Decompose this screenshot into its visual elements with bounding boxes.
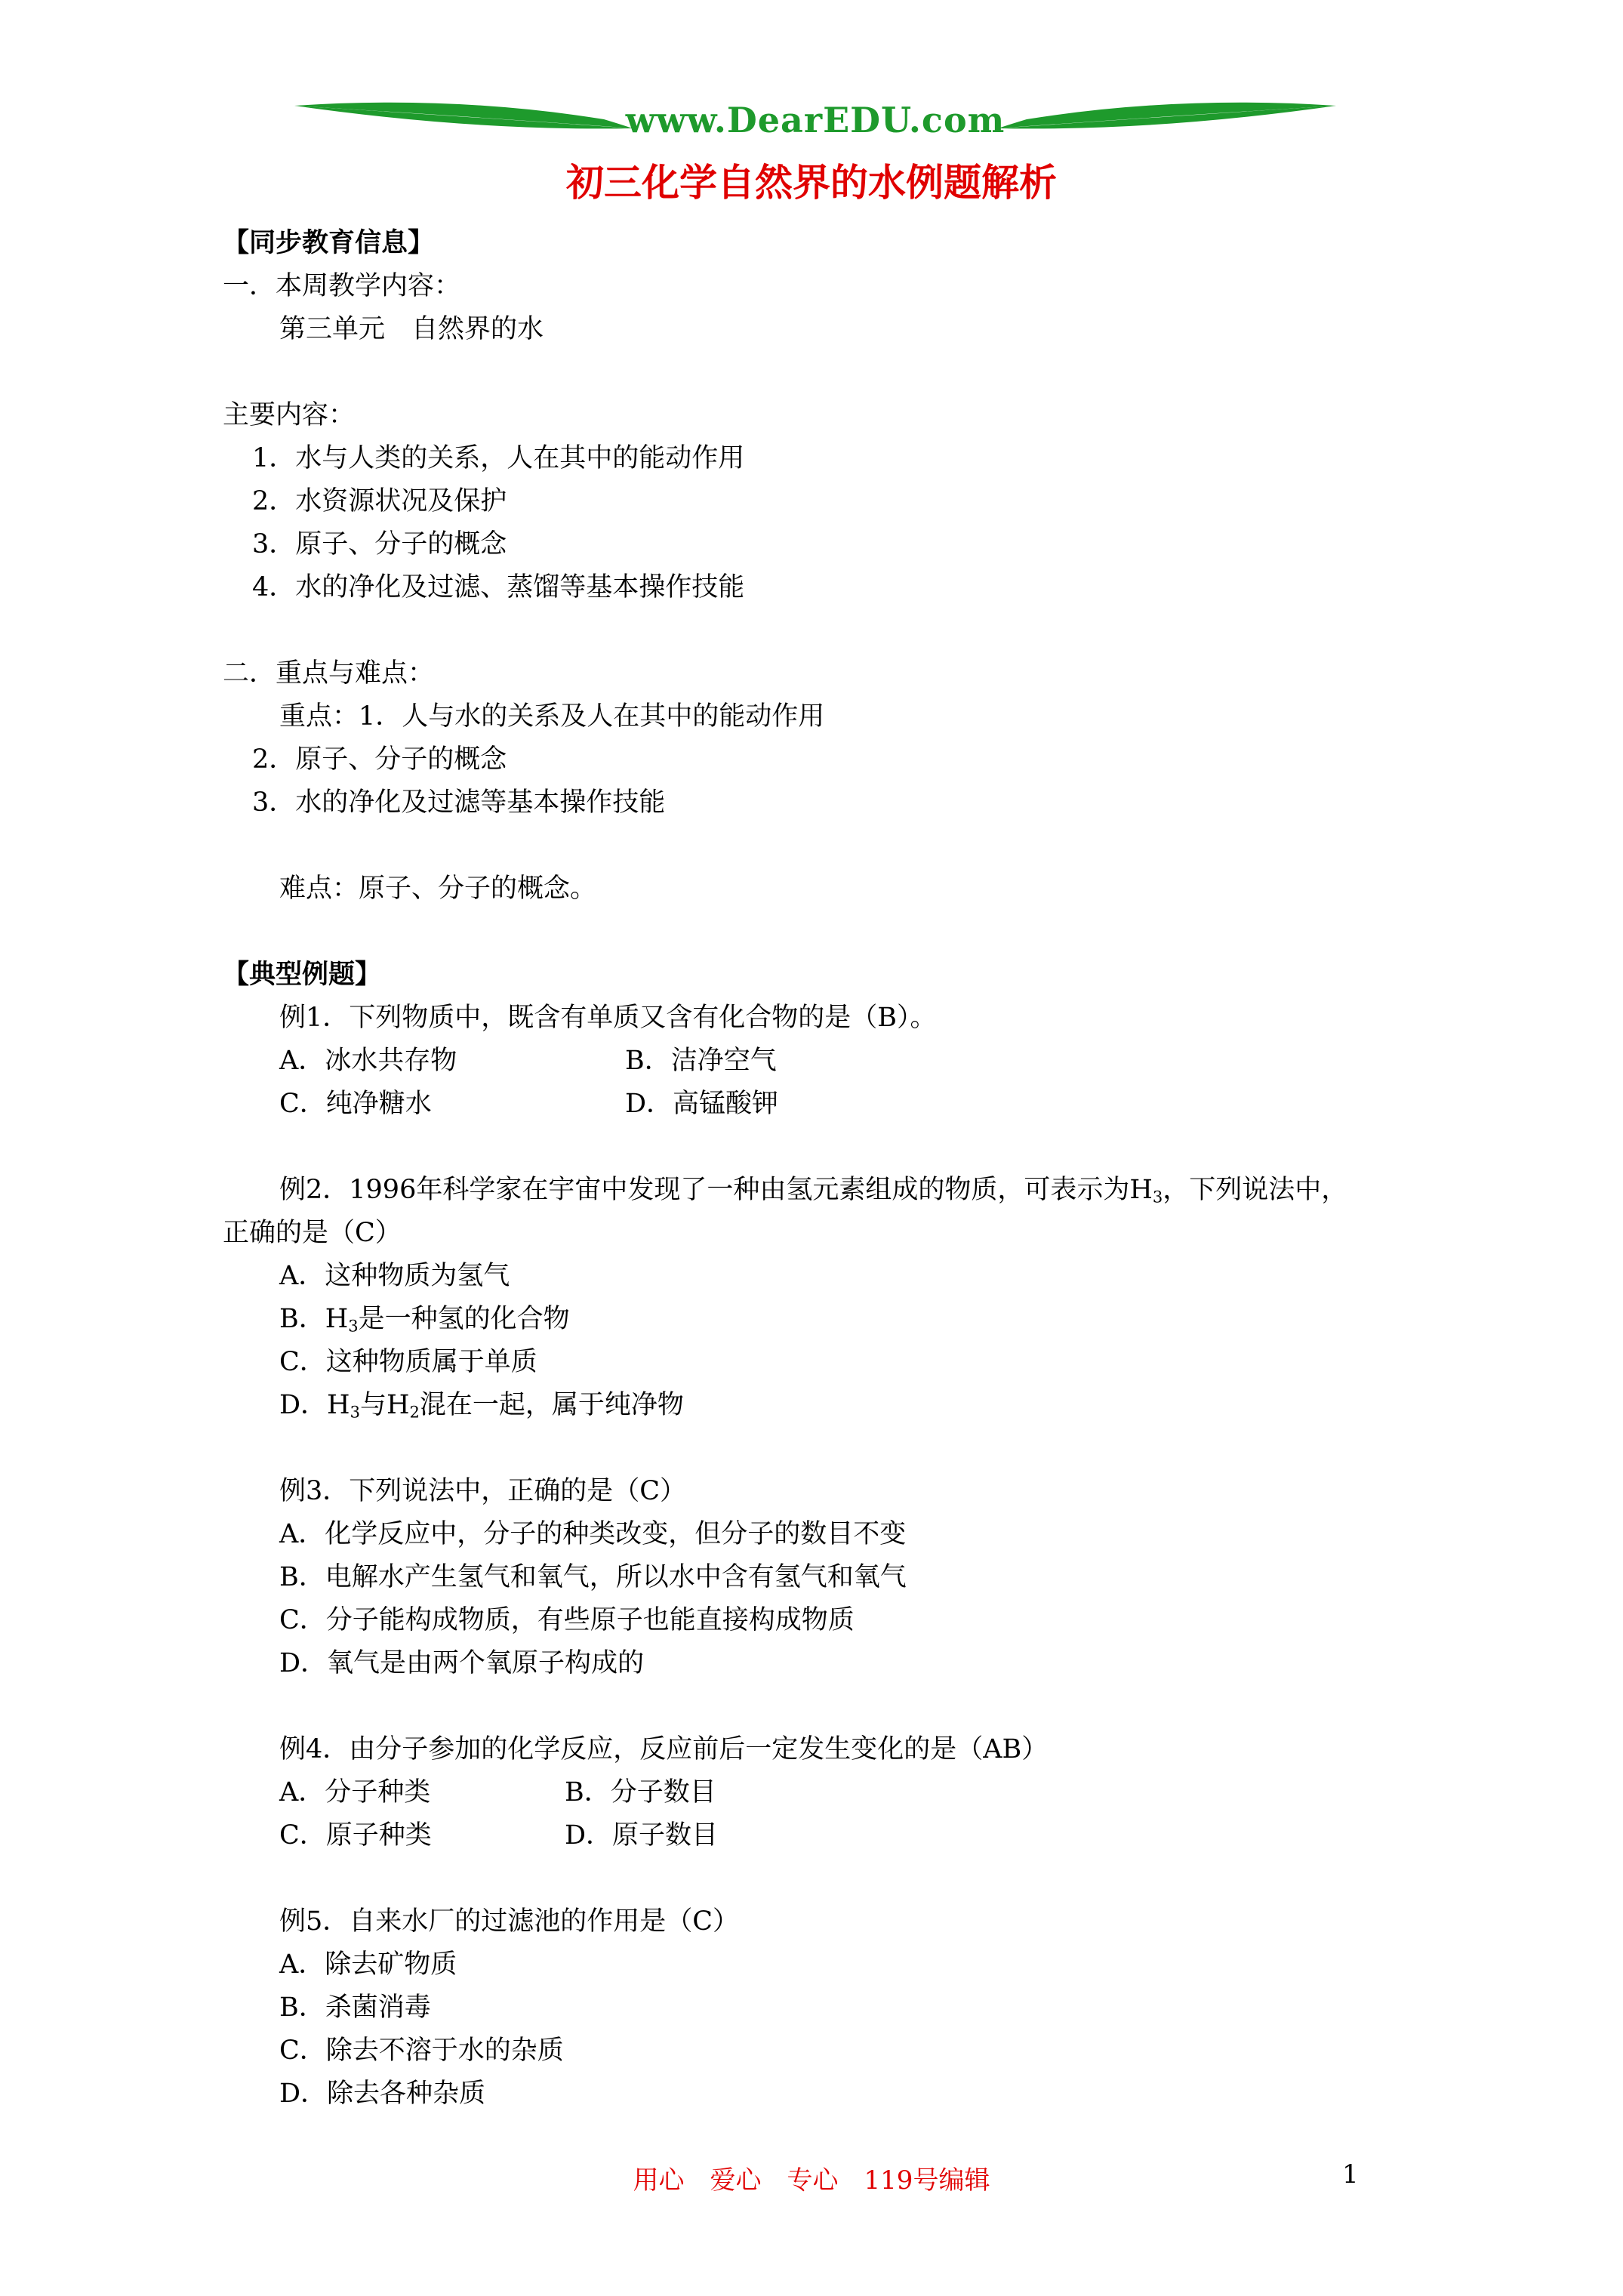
example-3-option-a: A．化学反应中，分子的种类改变，但分子的数目不变 <box>279 1519 907 1549</box>
subscript: 2 <box>409 1403 420 1422</box>
example-2-option-c: C．这种物质属于单质 <box>279 1347 537 1377</box>
subscript: 3 <box>1152 1188 1163 1207</box>
option-b-text: 是一种氢的化合物 <box>358 1304 570 1334</box>
examples-heading: 【典型例题】 <box>223 959 382 990</box>
section-1-unit: 第三单元 自然界的水 <box>279 314 544 344</box>
main-content-label: 主要内容： <box>223 400 356 430</box>
page-number: 1 <box>1342 2159 1359 2190</box>
example-4-option-c: C．原子种类 <box>279 1820 432 1851</box>
example-1-option-b: B．洁净空气 <box>625 1046 777 1076</box>
document-title: 初三化学自然界的水例题解析 <box>566 160 1057 205</box>
example-5-option-a: A．除去矿物质 <box>279 1949 457 1980</box>
example-4-option-d: D．原子数目 <box>565 1820 719 1851</box>
option-d-mid: 与H <box>359 1390 410 1420</box>
example-5-option-b: B．杀菌消毒 <box>279 1992 431 2023</box>
example-4-question: 例4．由分子参加的化学反应，反应前后一定发生变化的是（AB） <box>279 1734 1049 1764</box>
option-b-prefix: B．H <box>279 1304 349 1334</box>
example-4-option-a: A．分子种类 <box>279 1777 431 1808</box>
example-2-question <box>279 1172 1347 1208</box>
example-3-option-d: D．氧气是由两个氧原子构成的 <box>279 1648 645 1678</box>
main-item-2: 2．水资源状况及保护 <box>252 486 507 516</box>
key-point-1: 重点：1．人与水的关系及人在其中的能动作用 <box>279 701 825 732</box>
example-2-option-b <box>279 1301 570 1337</box>
site-banner <box>287 89 1344 157</box>
example-5-option-d: D．除去各种杂质 <box>279 2079 486 2109</box>
site-logo-text: www.DearEDU.com <box>625 100 1006 140</box>
example-1-question: 例1．下列物质中，既含有单质又含有化合物的是（B）。 <box>279 1003 937 1033</box>
example-1-option-c: C．纯净糖水 <box>279 1089 432 1119</box>
example-2-question-part1: 例2．1996年科学家在宇宙中发现了一种由氢元素组成的物质，可表示为H <box>279 1175 1153 1205</box>
key-point-3: 3．水的净化及过滤等基本操作技能 <box>252 787 666 818</box>
example-5-question: 例5．自来水厂的过滤池的作用是（C） <box>279 1906 740 1937</box>
option-d-text: 混在一起，属于纯净物 <box>419 1390 684 1420</box>
main-item-4: 4．水的净化及过滤、蒸馏等基本操作技能 <box>252 572 745 603</box>
option-d-prefix: D．H <box>279 1390 350 1420</box>
difficult-point: 难点：原子、分子的概念。 <box>279 874 597 904</box>
subscript: 3 <box>348 1317 359 1336</box>
example-2-question-part2: ，下列说法中， <box>1163 1175 1348 1205</box>
example-3-option-b: B．电解水产生氢气和氧气，所以水中含有氢气和氧气 <box>279 1562 907 1592</box>
main-item-1: 1．水与人类的关系，人在其中的能动作用 <box>252 443 745 473</box>
section-2-heading: 二．重点与难点： <box>223 658 435 689</box>
section-1-heading: 一．本周教学内容： <box>223 271 461 301</box>
example-2-option-a: A．这种物质为氢气 <box>279 1261 510 1291</box>
sync-info-heading: 【同步教育信息】 <box>223 227 435 258</box>
example-1-option-a: A．冰水共存物 <box>279 1046 457 1076</box>
example-3-option-c: C．分子能构成物质，有些原子也能直接构成物质 <box>279 1605 855 1635</box>
example-1-option-d: D．高锰酸钾 <box>625 1089 779 1119</box>
example-2-question-line2: 正确的是（C） <box>223 1218 402 1248</box>
example-3-question: 例3．下列说法中，正确的是（C） <box>279 1476 687 1506</box>
subscript: 3 <box>350 1403 360 1422</box>
page-footer: 用心 爱心 专心 119号编辑 <box>633 2165 990 2196</box>
example-2-option-d <box>279 1387 684 1423</box>
example-4-option-b: B．分子数目 <box>565 1777 716 1808</box>
key-point-2: 2．原子、分子的概念 <box>252 744 507 775</box>
main-item-3: 3．原子、分子的概念 <box>252 529 507 559</box>
example-5-option-c: C．除去不溶于水的杂质 <box>279 2036 564 2066</box>
